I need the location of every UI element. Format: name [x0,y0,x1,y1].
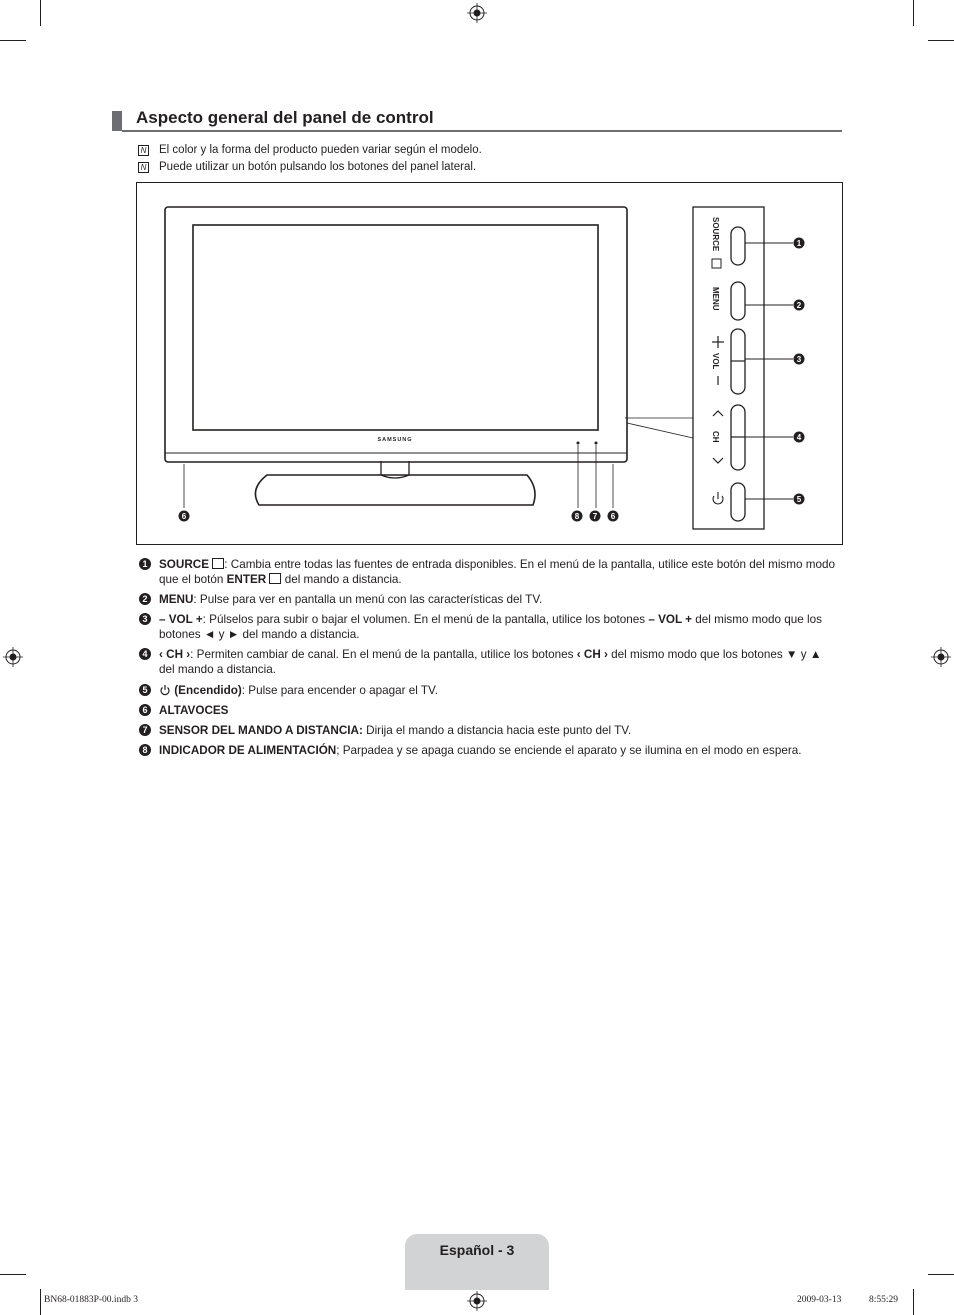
side-label-vol: VOL [711,353,720,370]
vol-control: – VOL + [648,613,692,626]
callout-8: 8 [574,512,580,521]
item-number: 6 [139,704,151,716]
note-icon: N [138,145,149,156]
item-text: del mismo modo que los botones ◄ y ► del mando a distancia. [159,613,822,641]
item-label: CH [166,648,184,661]
remote-sensor [595,442,598,445]
item-label: SENSOR DEL MANDO A DISTANCIA: [159,724,363,737]
callout-2: 2 [796,301,802,310]
item-text: : Pulse para encender o apagar el TV. [241,684,439,697]
item-number: 5 [139,684,151,696]
callout-4: 4 [796,433,802,442]
crop-mark [913,1289,914,1315]
item-text: : Permiten cambiar de canal. En el menú de la pantalla, utilice los botones [190,648,577,661]
item-label: ENTER [226,573,267,586]
crop-mark [40,1289,41,1315]
page-number: Español - 3 [439,1242,515,1258]
section-rule [122,130,842,132]
callout-5: 5 [796,495,802,504]
item-number: 3 [139,613,151,625]
callout-6: 6 [181,512,187,521]
ch-control: ‹ CH › [159,648,191,661]
note-text: Puede utilizar un botón pulsando los botones del panel lateral. [159,161,477,173]
enter-icon [269,573,281,584]
crop-mark [928,40,954,41]
tv-illustration [137,183,842,544]
side-label-ch: CH [711,431,720,443]
registration-target-icon [467,1291,487,1311]
note-icon: N [138,162,149,173]
note-text: El color y la forma del producto pueden variar según el modelo. [159,144,482,156]
item-text: : Púlselos para subir o bajar el volumen. En el menú de la pantalla, utilice los botones [202,613,649,626]
item-label: SOURCE [159,558,210,571]
item-text: : Pulse para ver en pantalla un menú con las características del TV. [193,593,543,606]
item-number: 8 [139,744,151,756]
item-label: MENU [159,593,194,606]
slug-file: BN68-01883P-00.indb 3 [44,1295,138,1305]
list-item [159,592,839,607]
power-icon [159,684,171,696]
registration-target-icon [3,647,23,667]
item-label: INDICADOR DE ALIMENTACIÓN [159,744,337,757]
list-item [159,647,839,677]
enter-icon [212,558,224,569]
crop-mark [0,40,26,41]
item-text: Dirija el mando a distancia hacia este punto del TV. [362,724,632,737]
item-label: CH [583,648,601,661]
callout-3: 3 [796,355,802,364]
ch-control: ‹ CH › [576,648,608,661]
callout-7: 7 [592,512,598,521]
item-text: ; Parpadea y se apaga cuando se enciende el aparato y se ilumina en el modo en espera. [336,744,802,757]
callout-1: 1 [796,239,802,248]
list-item [159,612,839,642]
section-title: Aspecto general del panel de control [136,108,434,127]
crop-mark [0,1274,26,1275]
item-text: del mismo modo que los botones ▼ y ▲ del mando a distancia. [159,648,822,676]
item-number: 2 [139,593,151,605]
list-item [159,723,839,738]
registration-target-icon [467,3,487,23]
registration-target-icon [931,647,951,667]
side-label-source: SOURCE [711,217,720,252]
list-item [159,557,839,587]
item-number: 4 [139,648,151,660]
item-label: ALTAVOCES [159,704,229,717]
item-number: 1 [139,558,151,570]
list-item [159,703,839,718]
source-icon [712,259,721,268]
section-header-bar [112,111,122,131]
list-item [159,743,839,758]
item-label: VOL [168,613,193,626]
side-label-menu: MENU [711,287,720,311]
slug-time: 8:55:29 [869,1295,899,1305]
item-text: del mando a distancia. [281,573,402,586]
item-number: 7 [139,724,151,736]
list-item [159,683,839,698]
item-label: (Encendido) [174,684,242,697]
slug-date: 2009-03-13 [797,1295,842,1305]
crop-mark [913,0,914,26]
item-label: VOL [658,613,682,626]
brand-logo: SAMSUNG [377,437,413,443]
crop-mark [40,0,41,26]
tv-figure [136,182,843,545]
item-text: : Cambia entre todas las fuentes de entrada disponibles. En el menú de la pantalla, utilice este botón del mismo modo que el botón [159,558,835,586]
callout-6: 6 [610,512,616,521]
power-indicator [577,442,580,445]
crop-mark [928,1274,954,1275]
vol-control: – VOL + [159,613,203,626]
